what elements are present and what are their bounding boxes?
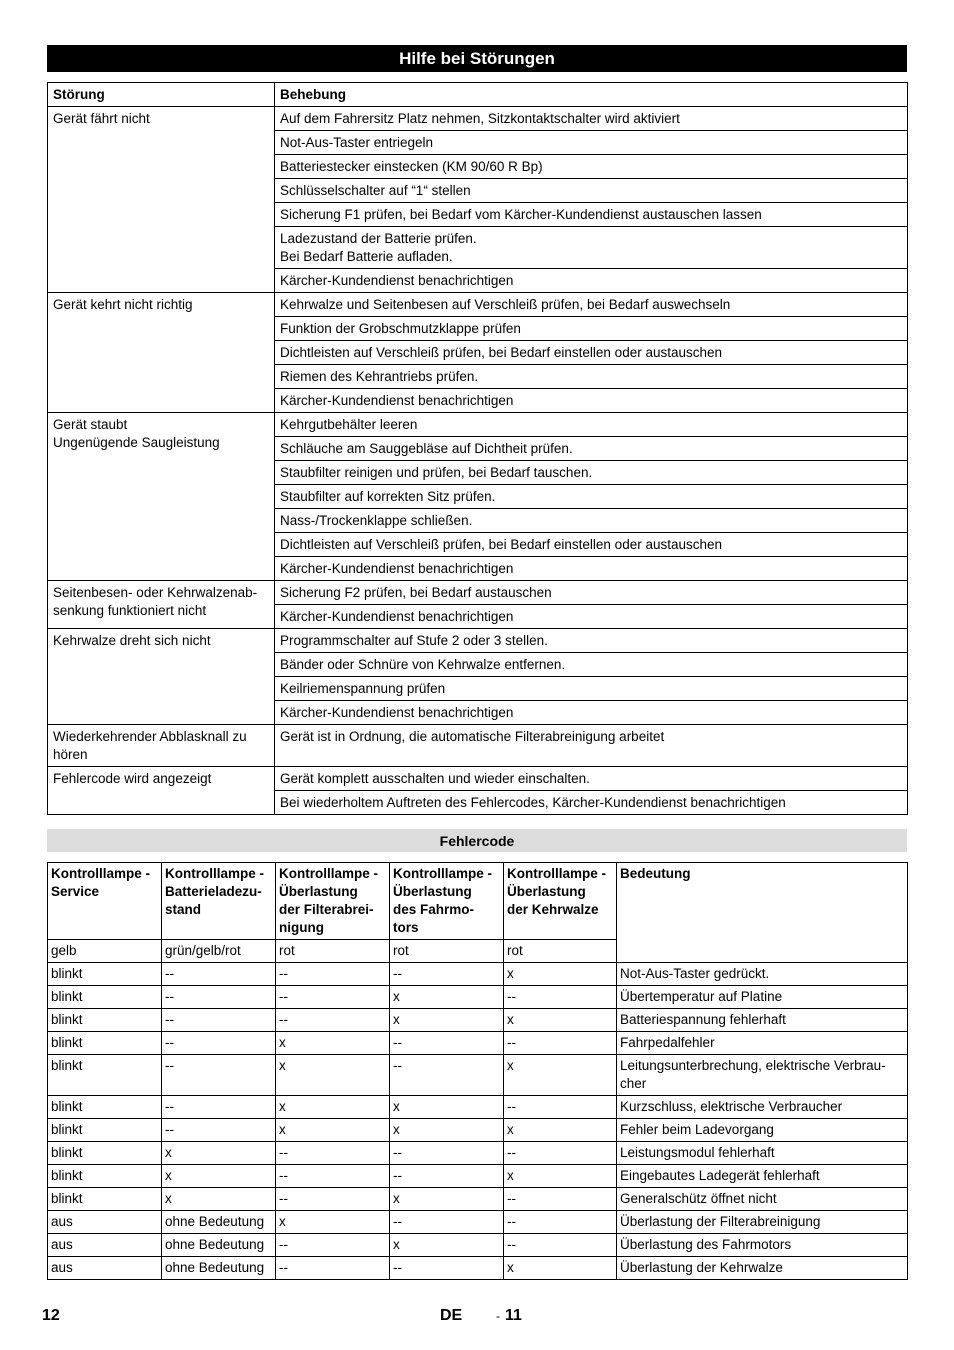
lamp-state-cell: -- [276, 986, 390, 1009]
table-row [48, 767, 908, 791]
lamp-state-cell: -- [276, 963, 390, 986]
lamp-state-cell: blinkt [48, 1055, 162, 1096]
lamp-header: Kontrolllampe - Batterieladezu- stand [162, 863, 276, 940]
fault-cell: Seitenbesen- oder Kehrwalzenab- senkung funktioniert nicht [48, 581, 275, 629]
lamp-state-cell: blinkt [48, 1119, 162, 1142]
lamp-state-cell: -- [390, 1142, 504, 1165]
lamp-state-cell: -- [162, 1055, 276, 1096]
page-dash: - [496, 1309, 500, 1323]
remedy-cell: Bei wiederholtem Auftreten des Fehlercodes, Kärcher-Kundendienst benachrichtigen [275, 791, 908, 815]
lamp-state-cell: x [390, 1119, 504, 1142]
remedy-cell: Kärcher-Kundendienst benachrichtigen [275, 557, 908, 581]
lamp-color-cell: grün/gelb/rot [162, 940, 276, 963]
table-row [48, 1055, 908, 1096]
table-row [48, 1211, 908, 1234]
remedy-cell: Kehrwalze und Seitenbesen auf Verschleiß prüfen, bei Bedarf auswechseln [275, 293, 908, 317]
meaning-cell: Überlastung des Fahrmotors [617, 1234, 908, 1257]
lamp-state-cell: -- [504, 1096, 617, 1119]
lamp-state-cell: -- [504, 1211, 617, 1234]
lamp-state-cell: x [390, 986, 504, 1009]
remedy-cell: Schläuche am Sauggebläse auf Dichtheit prüfen. [275, 437, 908, 461]
fault-cell: Gerät fährt nicht [48, 107, 275, 293]
fault-cell: Gerät kehrt nicht richtig [48, 293, 275, 413]
remedy-cell: Programmschalter auf Stufe 2 oder 3 stellen. [275, 629, 908, 653]
remedy-cell: Kehrgutbehälter leeren [275, 413, 908, 437]
lamp-state-cell: blinkt [48, 1009, 162, 1032]
lamp-state-cell: x [276, 1096, 390, 1119]
lamp-state-cell: ohne Bedeutung [162, 1257, 276, 1280]
remedy-cell: Dichtleisten auf Verschleiß prüfen, bei Bedarf einstellen oder austauschen [275, 341, 908, 365]
meaning-cell: Fehler beim Ladevorgang [617, 1119, 908, 1142]
table-row [48, 1257, 908, 1280]
lamp-state-cell: x [162, 1142, 276, 1165]
meaning-cell: Kurzschluss, elektrische Verbraucher [617, 1096, 908, 1119]
remedy-cell: Ladezustand der Batterie prüfen. Bei Bedarf Batterie aufladen. [275, 227, 908, 269]
remedy-cell: Gerät komplett ausschalten und wieder einschalten. [275, 767, 908, 791]
lamp-state-cell: x [276, 1055, 390, 1096]
remedy-cell: Riemen des Kehrantriebs prüfen. [275, 365, 908, 389]
remedy-cell: Funktion der Grobschmutzklappe prüfen [275, 317, 908, 341]
troubleshooting-table [47, 82, 908, 815]
lamp-state-cell: -- [504, 986, 617, 1009]
lamp-state-cell: -- [504, 1032, 617, 1055]
table-row [48, 725, 908, 767]
lamp-state-cell: x [504, 1119, 617, 1142]
table-row [48, 1096, 908, 1119]
lamp-state-cell: -- [504, 1234, 617, 1257]
lamp-state-cell: -- [276, 1165, 390, 1188]
lamp-color-cell: rot [390, 940, 504, 963]
meaning-cell: Eingebautes Ladegerät fehlerhaft [617, 1165, 908, 1188]
meaning-cell: Generalschütz öffnet nicht [617, 1188, 908, 1211]
lamp-state-cell: blinkt [48, 986, 162, 1009]
remedy-cell: Auf dem Fahrersitz Platz nehmen, Sitzkontaktschalter wird aktiviert [275, 107, 908, 131]
lamp-state-cell: x [504, 1009, 617, 1032]
fault-cell: Wiederkehrender Abblasknall zu hören [48, 725, 275, 767]
remedy-cell: Staubfilter auf korrekten Sitz prüfen. [275, 485, 908, 509]
meaning-header: Bedeutung [617, 863, 908, 940]
error-code-table [47, 862, 908, 1280]
lamp-state-cell: -- [162, 963, 276, 986]
remedy-cell: Not-Aus-Taster entriegeln [275, 131, 908, 155]
fault-header: Störung [48, 83, 275, 107]
remedy-cell: Nass-/Trockenklappe schließen. [275, 509, 908, 533]
remedy-cell: Kärcher-Kundendienst benachrichtigen [275, 389, 908, 413]
lamp-state-cell: x [162, 1188, 276, 1211]
language-code: DE [440, 1307, 463, 1324]
meaning-cell: Not-Aus-Taster gedrückt. [617, 963, 908, 986]
lamp-state-cell: -- [276, 1188, 390, 1211]
lamp-state-cell: blinkt [48, 1165, 162, 1188]
table-row [48, 413, 908, 437]
remedy-header: Behebung [275, 83, 908, 107]
lamp-state-cell: x [504, 1165, 617, 1188]
fault-cell: Fehlercode wird angezeigt [48, 767, 275, 815]
lamp-state-cell: aus [48, 1211, 162, 1234]
lamp-state-cell: blinkt [48, 1096, 162, 1119]
meaning-cell: Leitungsunterbrechung, elektrische Verbrau- cher [617, 1055, 908, 1096]
table-header-row [48, 863, 908, 940]
table-row [48, 107, 908, 131]
lamp-state-cell: x [276, 1119, 390, 1142]
lamp-state-cell: x [276, 1032, 390, 1055]
remedy-cell: Gerät ist in Ordnung, die automatische Filterabreinigung arbeitet [275, 725, 908, 767]
remedy-cell: Kärcher-Kundendienst benachrichtigen [275, 269, 908, 293]
table-row [48, 629, 908, 653]
lamp-state-cell: x [390, 1096, 504, 1119]
lamp-state-cell: -- [390, 963, 504, 986]
lamp-state-cell: x [390, 1234, 504, 1257]
error-code-title: Fehlercode [47, 829, 907, 852]
lamp-header: Kontrolllampe - Überlastung des Fahrmo- tors [390, 863, 504, 940]
meaning-cell: Batteriespannung fehlerhaft [617, 1009, 908, 1032]
lamp-state-cell: -- [162, 1032, 276, 1055]
lamp-state-cell: -- [390, 1211, 504, 1234]
table-header-row [48, 83, 908, 107]
lamp-state-cell: x [504, 963, 617, 986]
table-row [48, 293, 908, 317]
lamp-state-cell: -- [390, 1055, 504, 1096]
lamp-state-cell: -- [276, 1234, 390, 1257]
lamp-state-cell: x [162, 1165, 276, 1188]
lamp-state-cell: ohne Bedeutung [162, 1234, 276, 1257]
table-row [48, 1234, 908, 1257]
lamp-state-cell: -- [390, 1165, 504, 1188]
lamp-state-cell: ohne Bedeutung [162, 1211, 276, 1234]
lamp-state-cell: -- [162, 1119, 276, 1142]
meaning-header-continuation [617, 940, 908, 963]
table-row [48, 963, 908, 986]
remedy-cell: Schlüsselschalter auf “1“ stellen [275, 179, 908, 203]
remedy-cell: Sicherung F2 prüfen, bei Bedarf austauschen [275, 581, 908, 605]
lamp-state-cell: -- [390, 1257, 504, 1280]
remedy-cell: Staubfilter reinigen und prüfen, bei Bedarf tauschen. [275, 461, 908, 485]
lamp-state-cell: aus [48, 1234, 162, 1257]
meaning-cell: Überlastung der Kehrwalze [617, 1257, 908, 1280]
section-title: Hilfe bei Störungen [47, 45, 907, 72]
lamp-state-cell: x [390, 1188, 504, 1211]
lamp-state-cell: blinkt [48, 1188, 162, 1211]
lamp-color-cell: gelb [48, 940, 162, 963]
lamp-state-cell: -- [276, 1257, 390, 1280]
lamp-color-row [48, 940, 908, 963]
lamp-state-cell: -- [390, 1032, 504, 1055]
fault-cell: Kehrwalze dreht sich nicht [48, 629, 275, 725]
page-number: 12 [42, 1307, 60, 1324]
meaning-cell: Leistungsmodul fehlerhaft [617, 1142, 908, 1165]
remedy-cell: Batteriestecker einstecken (KM 90/60 R Bp) [275, 155, 908, 179]
meaning-cell: Übertemperatur auf Platine [617, 986, 908, 1009]
lamp-state-cell: -- [276, 1142, 390, 1165]
lamp-state-cell: blinkt [48, 1032, 162, 1055]
sub-page-value: 11 [505, 1307, 522, 1324]
remedy-cell: Sicherung F1 prüfen, bei Bedarf vom Kärcher-Kundendienst austauschen lassen [275, 203, 908, 227]
lamp-color-cell: rot [504, 940, 617, 963]
lamp-header: Kontrolllampe - Service [48, 863, 162, 940]
table-row [48, 1165, 908, 1188]
table-row [48, 1188, 908, 1211]
lamp-state-cell: x [504, 1257, 617, 1280]
lamp-state-cell: aus [48, 1257, 162, 1280]
lamp-state-cell: -- [162, 1009, 276, 1032]
lamp-header: Kontrolllampe - Überlastung der Kehrwalze [504, 863, 617, 940]
table-row [48, 581, 908, 605]
lamp-state-cell: blinkt [48, 1142, 162, 1165]
table-row [48, 1032, 908, 1055]
lamp-state-cell: -- [504, 1188, 617, 1211]
table-row [48, 1119, 908, 1142]
table-row [48, 1142, 908, 1165]
table-row [48, 1009, 908, 1032]
lamp-state-cell: -- [276, 1009, 390, 1032]
remedy-cell: Kärcher-Kundendienst benachrichtigen [275, 605, 908, 629]
lamp-state-cell: x [504, 1055, 617, 1096]
lamp-state-cell: -- [162, 1096, 276, 1119]
lamp-state-cell: -- [504, 1142, 617, 1165]
remedy-cell: Keilriemenspannung prüfen [275, 677, 908, 701]
table-row [48, 986, 908, 1009]
meaning-cell: Überlastung der Filterabreinigung [617, 1211, 908, 1234]
remedy-cell: Dichtleisten auf Verschleiß prüfen, bei Bedarf einstellen oder austauschen [275, 533, 908, 557]
lamp-color-cell: rot [276, 940, 390, 963]
lamp-state-cell: x [390, 1009, 504, 1032]
fault-cell: Gerät staubt Ungenügende Saugleistung [48, 413, 275, 581]
lamp-state-cell: -- [162, 986, 276, 1009]
sub-page-number [496, 1307, 522, 1325]
lamp-state-cell: x [276, 1211, 390, 1234]
meaning-cell: Fahrpedalfehler [617, 1032, 908, 1055]
lamp-header: Kontrolllampe - Überlastung der Filterabrei- nigung [276, 863, 390, 940]
remedy-cell: Bänder oder Schnüre von Kehrwalze entfernen. [275, 653, 908, 677]
lamp-state-cell: blinkt [48, 963, 162, 986]
remedy-cell: Kärcher-Kundendienst benachrichtigen [275, 701, 908, 725]
